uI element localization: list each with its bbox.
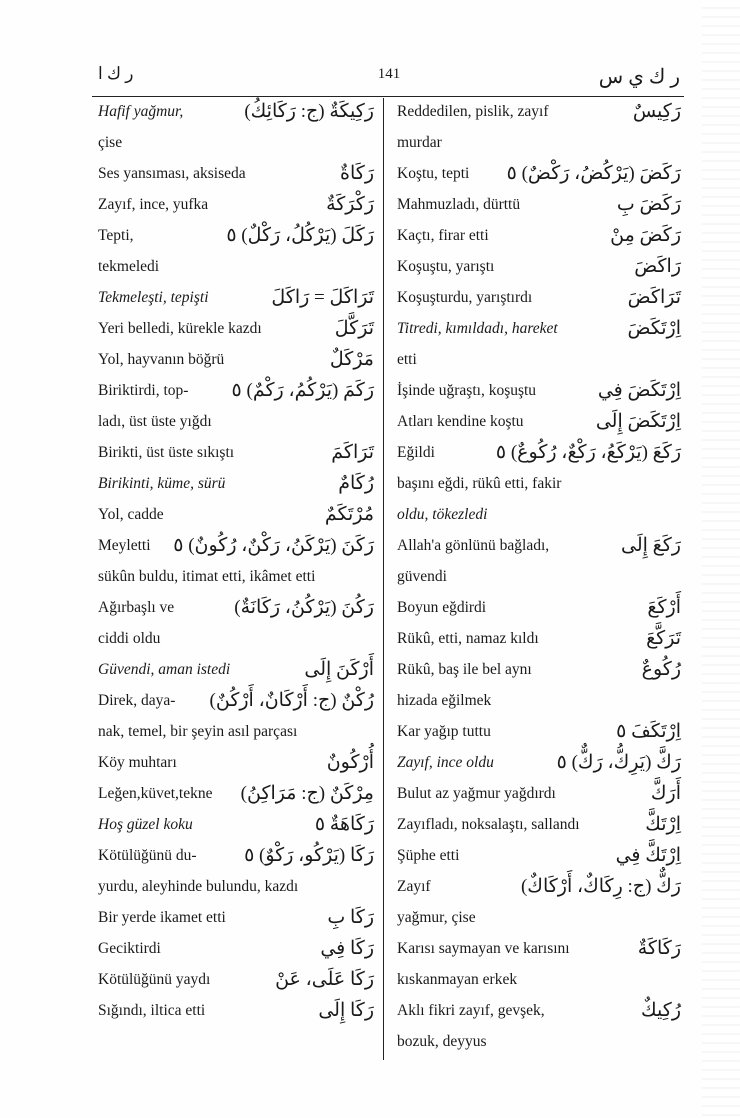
- dictionary-line: [98, 437, 374, 468]
- dictionary-line: [98, 468, 374, 499]
- turkish-definition: Mahmuzladı, dürttü: [397, 196, 521, 213]
- turkish-definition: kıskanmayan erkek: [397, 971, 518, 988]
- dictionary-line: [98, 158, 374, 189]
- arabic-headword: رَكَعَ (يَرْكَعُ، رَكْعٌ، رُكُوعٌ) ٥: [495, 442, 681, 463]
- arabic-headword: رَكَا عَلَى، عَنْ: [275, 969, 374, 990]
- dictionary-line: [98, 189, 374, 220]
- turkish-definition: Ses yansıması, aksiseda: [98, 165, 246, 182]
- turkish-definition: İşinde uğraştı, koşuştu: [397, 382, 537, 399]
- turkish-definition: Koşuşturdu, yarıştırdı: [397, 289, 533, 306]
- turkish-definition: Yol, hayvanın böğrü: [98, 351, 225, 368]
- arabic-headword: رَكَّ (يَرِكُّ، رَكٌّ) ٥: [556, 752, 681, 773]
- dictionary-line: [98, 530, 374, 561]
- arabic-headword: رَكَاهَةٌ ٥: [314, 814, 374, 835]
- turkish-definition: başını eğdi, rükû etti, fakir: [397, 475, 562, 492]
- arabic-headword: رَكَا بِ: [327, 907, 374, 928]
- arabic-headword: رَكَنَ (يَرْكَنُ، رَكْنٌ، رُكُونٌ) ٥: [173, 535, 374, 556]
- arabic-headword: رَكْرَكَةٌ: [326, 194, 374, 215]
- dictionary-line: [397, 220, 681, 251]
- arabic-headword: رُكِيكٌ: [641, 1000, 681, 1021]
- arabic-headword: رَكَعَ إِلَى: [621, 535, 681, 556]
- arabic-headword: أُرْكُونٌ: [326, 752, 374, 773]
- turkish-definition: Birikti, üst üste sıkıştı: [98, 444, 235, 461]
- turkish-definition: Güvendi, aman istedi: [98, 661, 231, 678]
- turkish-definition: sükûn buldu, itimat etti, ikâmet etti: [98, 568, 316, 585]
- arabic-headword: اِرْتَكَضَ: [627, 318, 681, 339]
- arabic-headword: اِرْتَكَفَ ٥: [616, 721, 681, 742]
- turkish-definition: Kötülüğünü yaydı: [98, 971, 211, 988]
- arabic-headword: رَكِيسٌ: [632, 101, 681, 122]
- turkish-definition: güvendi: [397, 568, 447, 585]
- turkish-definition: Tepti,: [98, 227, 134, 244]
- arabic-headword: تَرَاكَمَ: [331, 442, 374, 463]
- dictionary-line: [397, 96, 681, 127]
- arabic-headword: رَكُنَ (يَرْكُنُ، رَكَانَةٌ): [234, 597, 374, 618]
- turkish-definition: etti: [397, 351, 417, 368]
- turkish-definition: yağmur, çise: [397, 909, 476, 926]
- dictionary-line: [98, 623, 374, 654]
- dictionary-line: [397, 592, 681, 623]
- turkish-definition: Yeri belledi, kürekle kazdı: [98, 320, 262, 337]
- arabic-headword: رَكَضَ (يَرْكُضُ، رَكْضٌ) ٥: [506, 163, 681, 184]
- turkish-definition: Koştu, tepti: [397, 165, 470, 182]
- dictionary-line: [98, 654, 374, 685]
- arabic-headword: رَكَضَ بِ: [616, 194, 681, 215]
- arabic-headword: أَرْكَنَ إِلَى: [304, 659, 374, 680]
- turkish-definition: Ağırbaşlı ve: [98, 599, 175, 616]
- dictionary-line: [98, 592, 374, 623]
- arabic-headword: تَرَكَّعَ: [646, 628, 681, 649]
- dictionary-line: [98, 840, 374, 871]
- turkish-definition: Rükû, baş ile bel aynı: [397, 661, 532, 678]
- dictionary-line: [397, 1026, 681, 1057]
- dictionary-line: [98, 375, 374, 406]
- page-header: [98, 64, 680, 94]
- dictionary-line: [98, 995, 374, 1026]
- turkish-definition: ciddi oldu: [98, 630, 161, 647]
- dictionary-line: [98, 406, 374, 437]
- turkish-definition: Karısı saymayan ve karısını: [397, 940, 570, 957]
- turkish-definition: murdar: [397, 134, 442, 151]
- turkish-definition: hizada eğilmek: [397, 692, 492, 709]
- dictionary-line: [98, 499, 374, 530]
- turkish-definition: yurdu, aleyhinde bulundu, kazdı: [98, 878, 299, 895]
- turkish-definition: Kaçtı, firar etti: [397, 227, 489, 244]
- arabic-headword: تَرَكَّلَ: [334, 318, 374, 339]
- dictionary-line: [397, 375, 681, 406]
- turkish-definition: Hafif yağmur,: [98, 103, 184, 120]
- turkish-definition: çise: [98, 134, 123, 151]
- dictionary-line: [397, 871, 681, 902]
- dictionary-line: [397, 623, 681, 654]
- turkish-definition: Hoş güzel koku: [98, 816, 193, 833]
- arabic-headword: تَرَاكَضَ: [627, 287, 681, 308]
- turkish-definition: Zayıf: [397, 878, 431, 895]
- turkish-definition: Eğildi: [397, 444, 435, 461]
- turkish-definition: Biriktirdi, top-: [98, 382, 189, 399]
- dictionary-line: [397, 499, 681, 530]
- turkish-definition: Kar yağıp tuttu: [397, 723, 491, 740]
- turkish-definition: bozuk, deyyus: [397, 1033, 487, 1050]
- left-column: [98, 96, 374, 1026]
- turkish-definition: Köy muhtarı: [98, 754, 177, 771]
- dictionary-line: [397, 282, 681, 313]
- turkish-definition: Zayıf, ince, yufka: [98, 196, 209, 213]
- arabic-headword: تَرَاكَلَ = رَاكَلَ: [271, 287, 374, 308]
- dictionary-line: [98, 251, 374, 282]
- dictionary-line: [98, 933, 374, 964]
- dictionary-line: [98, 282, 374, 313]
- dictionary-line: [397, 964, 681, 995]
- dictionary-line: [397, 437, 681, 468]
- dictionary-line: [98, 871, 374, 902]
- turkish-definition: Geciktirdi: [98, 940, 161, 957]
- arabic-headword: رَاكَضَ: [634, 256, 681, 277]
- turkish-definition: Yol, cadde: [98, 506, 164, 523]
- arabic-headword: مُرْتَكَمٌ: [324, 504, 374, 525]
- arabic-headword: رَكَاكَةٌ: [637, 938, 681, 959]
- turkish-definition: Zayıf, ince oldu: [397, 754, 494, 771]
- dictionary-line: [397, 716, 681, 747]
- page-edge-shadow: [702, 0, 740, 1118]
- guide-word-right: ر ك ي س: [598, 66, 680, 88]
- arabic-headword: رُكَامٌ: [338, 473, 374, 494]
- dictionary-line: [397, 127, 681, 158]
- dictionary-line: [98, 561, 374, 592]
- arabic-headword: رَكٌّ (ج: رِكَاكٌ، أَرْكَاكٌ): [520, 876, 681, 897]
- turkish-definition: Sığındı, iltica etti: [98, 1002, 206, 1019]
- dictionary-line: [397, 654, 681, 685]
- turkish-definition: Şüphe etti: [397, 847, 460, 864]
- dictionary-line: [397, 530, 681, 561]
- turkish-definition: Allah'a gönlünü bağladı,: [397, 537, 550, 554]
- arabic-headword: رَكِيكَةٌ (ج: رَكَائِكُ): [244, 101, 374, 122]
- turkish-definition: Leğen,küvet,tekne: [98, 785, 213, 802]
- turkish-definition: tekmeledi: [98, 258, 160, 275]
- dictionary-line: [98, 747, 374, 778]
- turkish-definition: Meyletti: [98, 537, 151, 554]
- turkish-definition: Zayıfladı, noksalaştı, sallandı: [397, 816, 580, 833]
- dictionary-line: [397, 344, 681, 375]
- arabic-headword: أَرَكَّ: [650, 783, 681, 804]
- turkish-definition: ladı, üst üste yığdı: [98, 413, 212, 430]
- dictionary-line: [98, 313, 374, 344]
- dictionary-line: [98, 778, 374, 809]
- column-divider: [383, 98, 384, 1060]
- arabic-headword: اِرْتَكَّ فِي: [615, 845, 681, 866]
- dictionary-line: [397, 406, 681, 437]
- dictionary-line: [98, 220, 374, 251]
- arabic-headword: رُكْنٌ (ج: أَرْكَانٌ، أَرْكُنٌ): [209, 690, 374, 711]
- turkish-definition: Koşuştu, yarıştı: [397, 258, 495, 275]
- dictionary-line: [397, 809, 681, 840]
- arabic-headword: رَكَلَ (يَرْكُلُ، رَكْلٌ) ٥: [226, 225, 374, 246]
- dictionary-line: [98, 127, 374, 158]
- dictionary-line: [397, 995, 681, 1026]
- arabic-headword: رَكَاةٌ: [340, 163, 374, 184]
- dictionary-line: [397, 313, 681, 344]
- dictionary-line: [397, 778, 681, 809]
- arabic-headword: رَكَضَ مِنْ: [610, 225, 681, 246]
- dictionary-line: [98, 96, 374, 127]
- dictionary-line: [397, 840, 681, 871]
- arabic-headword: اِرْتَكَضَ فِي: [597, 380, 681, 401]
- dictionary-line: [397, 902, 681, 933]
- turkish-definition: Tekmeleşti, tepişti: [98, 289, 209, 306]
- turkish-definition: Aklı fikri zayıf, gevşek,: [397, 1002, 545, 1019]
- dictionary-line: [98, 685, 374, 716]
- arabic-headword: اِرْتَكَّ: [645, 814, 681, 835]
- turkish-definition: Rükû, etti, namaz kıldı: [397, 630, 539, 647]
- arabic-headword: رَكَا (يَرْكُو، رَكْوٌ) ٥: [244, 845, 374, 866]
- dictionary-line: [397, 468, 681, 499]
- dictionary-line: [397, 685, 681, 716]
- arabic-headword: مَرْكَلٌ: [329, 349, 374, 370]
- arabic-headword: رَكَمَ (يَرْكُمُ، رَكْمٌ) ٥: [231, 380, 374, 401]
- page-number: 141: [377, 66, 401, 82]
- arabic-headword: رَكَا فِي: [320, 938, 374, 959]
- dictionary-line: [98, 716, 374, 747]
- arabic-headword: مِرْكَنٌ (ج: مَرَاكِنُ): [240, 783, 374, 804]
- dictionary-line: [98, 902, 374, 933]
- turkish-definition: Bulut az yağmur yağdırdı: [397, 785, 556, 802]
- dictionary-line: [397, 158, 681, 189]
- turkish-definition: Atları kendine koştu: [397, 413, 524, 430]
- arabic-headword: رَكَا إِلَى: [318, 1000, 374, 1021]
- right-column: [397, 96, 681, 1057]
- arabic-headword: أَرْكَعَ: [647, 597, 681, 618]
- turkish-definition: Boyun eğdirdi: [397, 599, 487, 616]
- turkish-definition: Reddedilen, pislik, zayıf: [397, 103, 549, 120]
- arabic-headword: اِرْتَكَضَ إِلَى: [595, 411, 681, 432]
- dictionary-line: [397, 189, 681, 220]
- turkish-definition: Bir yerde ikamet etti: [98, 909, 226, 926]
- dictionary-line: [397, 561, 681, 592]
- turkish-definition: Direk, daya-: [98, 692, 176, 709]
- dictionary-line: [397, 747, 681, 778]
- turkish-definition: Birikinti, küme, sürü: [98, 475, 226, 492]
- dictionary-line: [98, 344, 374, 375]
- dictionary-line: [397, 251, 681, 282]
- arabic-headword: رُكُوعٌ: [641, 659, 681, 680]
- dictionary-line: [98, 809, 374, 840]
- guide-word-left: ر ك ا: [98, 64, 134, 83]
- turkish-definition: nak, temel, bir şeyin asıl parçası: [98, 723, 298, 740]
- turkish-definition: Titredi, kımıldadı, hareket: [397, 320, 558, 337]
- turkish-definition: oldu, tökezledi: [397, 506, 488, 523]
- dictionary-line: [98, 964, 374, 995]
- turkish-definition: Kötülüğünü du-: [98, 847, 197, 864]
- dictionary-line: [397, 933, 681, 964]
